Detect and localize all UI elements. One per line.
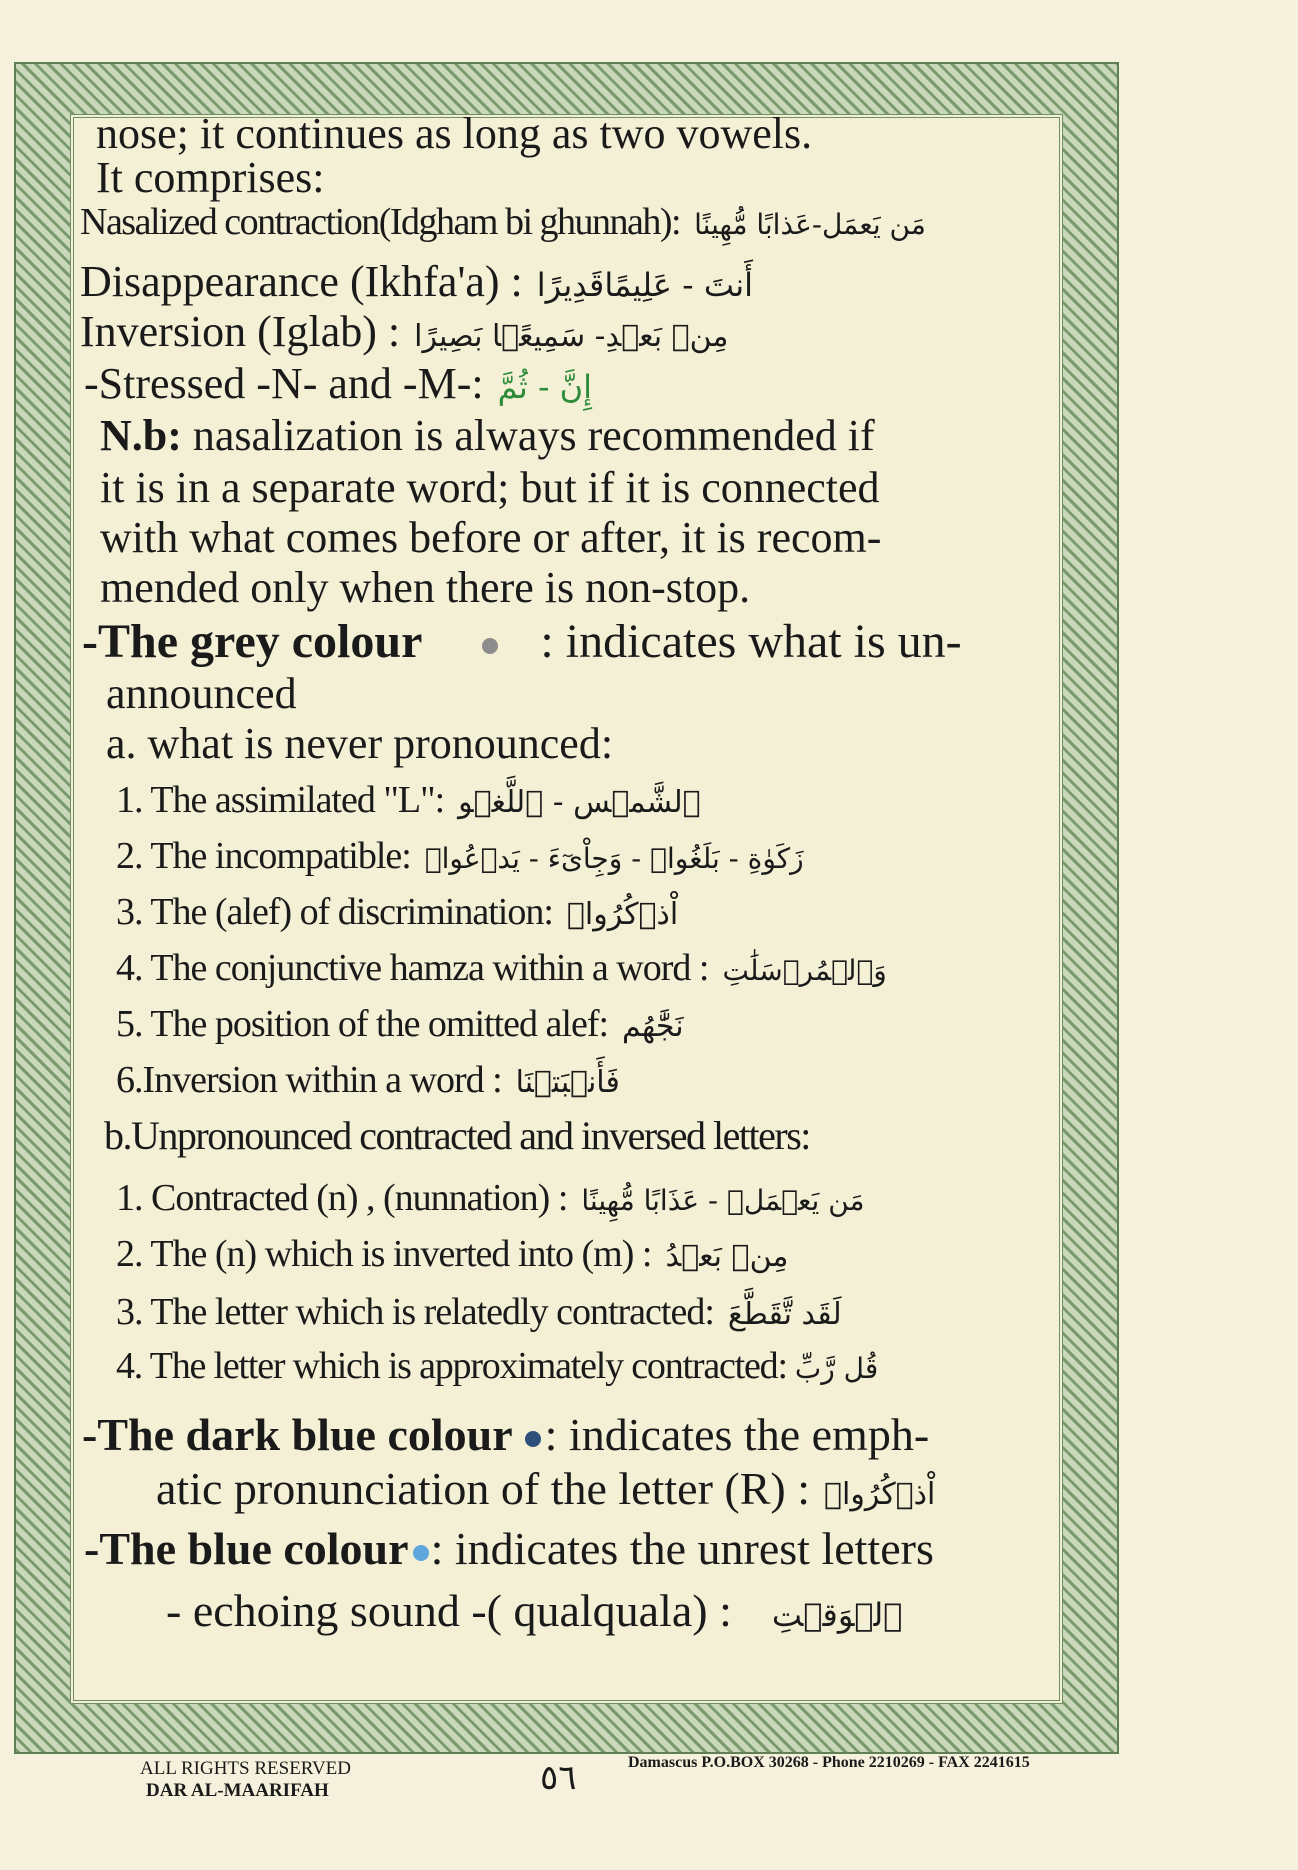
arabic-example: مِنۢ بَعۡدُ — [665, 1239, 789, 1274]
line-text: Disappearance (Ikhfa'a) : — [80, 257, 523, 306]
nb-label: N.b: — [100, 411, 182, 460]
line-text: 6.Inversion within a word : — [116, 1059, 502, 1101]
text-line — [100, 562, 750, 613]
arabic-example: وَٱلۡمُرۡسَلَٰتِ — [722, 954, 887, 987]
line-text: 3. The (alef) of discrimination: — [116, 891, 553, 933]
line-text: it is in a separate word; but if it is connected — [100, 463, 880, 512]
text-line — [82, 614, 962, 669]
arabic-example: زَكَوٰةِ - بَلَغُوا۟ - وَجِاْىٓءَ - يَدۡعُوا۟ — [424, 842, 804, 875]
arabic-example: اْذۡكُرُوا۟ — [824, 1477, 936, 1512]
footer-rights — [140, 1758, 351, 1802]
line-text: a. what is never pronounced: — [106, 719, 614, 768]
grey-dot-icon — [482, 638, 498, 654]
line-text: 4. The conjunctive hamza within a word : — [116, 947, 709, 989]
line-text: nose; it continues as long as two vowels. — [96, 109, 813, 158]
line-text: 4. The letter which is approximately contracted: — [116, 1345, 787, 1387]
text-line — [116, 1058, 620, 1102]
text-line — [116, 890, 678, 934]
text-line — [84, 1522, 934, 1575]
blue-colour-heading: -The blue colour — [84, 1523, 409, 1574]
text-line — [116, 834, 804, 878]
arabic-example: مَن يَعۡمَلۡ - عَذَابًا مُّهِينًا — [581, 1184, 865, 1217]
text-line — [82, 1408, 929, 1461]
publisher-text: DAR AL-MAARIFAH — [146, 1780, 329, 1801]
text-line — [106, 718, 613, 769]
text-line — [104, 1112, 810, 1159]
line-text: b.Unpronounced contracted and inversed letters: — [104, 1113, 810, 1158]
arabic-example: مَن يَعمَل-عَذابًا مُّهِينًا — [694, 208, 926, 241]
arabic-example: ٱلۡوَقۡتِ — [771, 1596, 903, 1634]
arabic-example: إِنَّ - ثُمَّ — [497, 368, 593, 406]
line-text: nasalization is always recommended if — [181, 411, 875, 460]
line-text: mended only when there is non-stop. — [100, 563, 751, 612]
text-line — [100, 512, 881, 563]
text-line — [166, 1584, 903, 1637]
line-text: announced — [106, 669, 297, 718]
grey-colour-heading: -The grey colour — [82, 615, 423, 668]
page-number: ٥٦ — [540, 1758, 577, 1798]
arabic-example: لَقَد تَّقَطَّعَ — [727, 1297, 842, 1332]
arabic-example: أَنتَ - عَلِيمًاقَدِيرًا — [536, 266, 754, 304]
line-text: atic pronunciation of the letter (R) : — [156, 1463, 810, 1514]
text-line — [100, 462, 880, 513]
text-line — [116, 1002, 684, 1046]
text-line — [80, 306, 729, 357]
line-text: Inversion (Iglab) : — [80, 307, 401, 356]
line-text: - echoing sound -( qualquala) : — [166, 1585, 732, 1636]
line-text: : indicates the emph- — [544, 1409, 930, 1460]
line-text: 5. The position of the omitted alef: — [116, 1003, 609, 1045]
arabic-example: نَجَّٰهُم — [622, 1009, 684, 1044]
text-line — [80, 200, 926, 244]
arabic-example: اْذۡكُرُوا۟ — [566, 897, 679, 932]
line-text: : indicates the unrest letters — [430, 1523, 934, 1574]
text-line — [96, 152, 325, 203]
text-line — [116, 778, 701, 822]
line-text: 1. The assimilated "L": — [116, 779, 445, 821]
arabic-example: فَأَنۢبَتۡنَا — [515, 1065, 620, 1100]
text-line — [116, 1232, 788, 1276]
line-text: 3. The letter which is relatedly contracted: — [116, 1291, 714, 1333]
footer-contact: Damascus P.O.BOX 30268 - Phone 2210269 - FAX 2241615 — [628, 1754, 1030, 1771]
line-text: with what comes before or after, it is recom- — [100, 513, 882, 562]
dark-blue-colour-heading: -The dark blue colour — [82, 1409, 513, 1460]
line-text: 2. The (n) which is inverted into (m) : — [116, 1233, 652, 1275]
dark-blue-dot-icon — [525, 1431, 541, 1447]
line-text: : indicates what is un- — [528, 615, 962, 668]
blue-dot-icon — [413, 1545, 429, 1561]
line-text: Nasalized contraction(Idgham bi ghunnah): — [80, 201, 681, 243]
rights-text: ALL RIGHTS RESERVED — [140, 1758, 351, 1779]
text-line — [156, 1462, 935, 1515]
text-line — [116, 1344, 878, 1388]
text-line — [116, 1290, 842, 1334]
arabic-example: مِنۢ بَعۡدِ- سَمِيعًۢا بَصِيرًا — [414, 319, 729, 354]
text-line — [100, 410, 875, 461]
arabic-example: قُل رَّبِّ — [794, 1352, 879, 1385]
text-line — [106, 668, 297, 719]
text-line — [80, 256, 753, 307]
text-line — [116, 1176, 865, 1220]
line-text: 1. Contracted (n) , (nunnation) : — [116, 1177, 568, 1219]
text-line — [84, 358, 592, 409]
line-text: It comprises: — [96, 153, 325, 202]
line-text: 2. The incompatible: — [116, 835, 411, 877]
arabic-example: ٱلشَّمۡس - ٱللَّغۡو — [458, 785, 701, 820]
text-line — [116, 946, 887, 990]
line-text: -Stressed -N- and -M-: — [84, 359, 484, 408]
